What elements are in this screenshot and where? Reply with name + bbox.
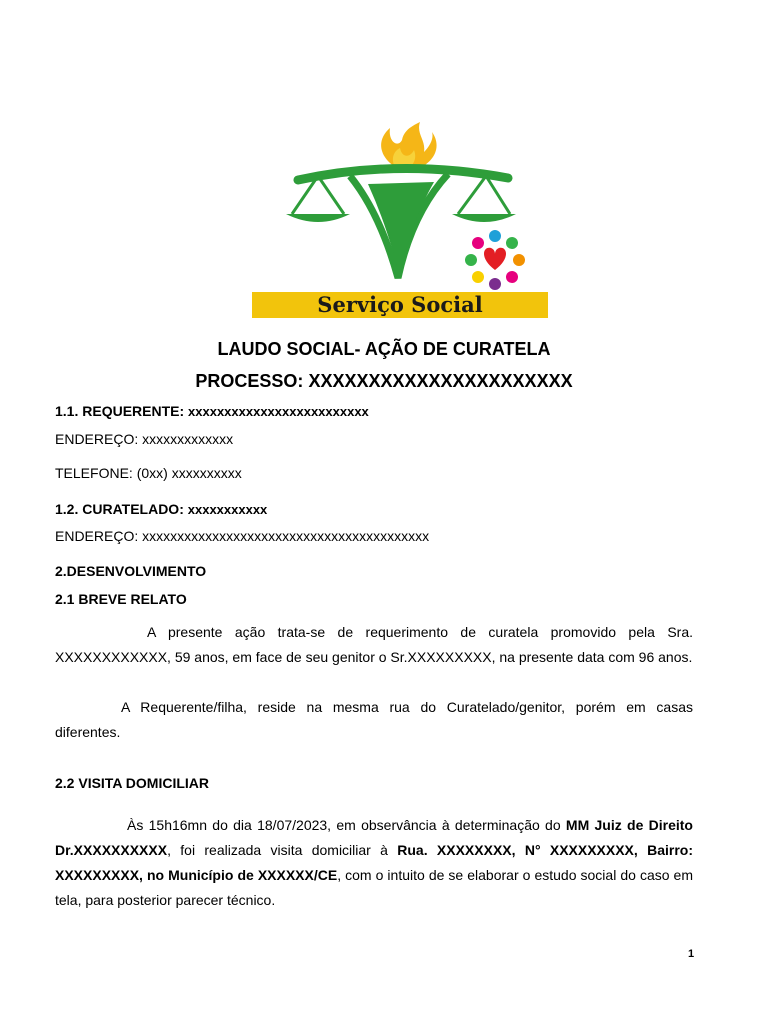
section-visita-domiciliar: 2.2 VISITA DOMICILIAR	[55, 775, 210, 791]
paragraph-text: A Requerente/filha, reside na mesma rua do Curatelado/genitor, porém em casas diferentes.	[55, 699, 693, 740]
telefone-label: TELEFONE:	[55, 465, 133, 481]
endereco-label: ENDEREÇO:	[55, 528, 139, 544]
curatelado-endereco	[55, 528, 429, 544]
requerente-endereco	[55, 431, 233, 447]
section-desenvolvimento: 2.DESENVOLVIMENTO	[55, 563, 207, 579]
document-title: LAUDO SOCIAL- AÇÃO DE CURATELA	[217, 339, 551, 359]
paragraph-text: , com o intuito de se elaborar o estudo social do caso em tela, para posterior parecer técnico.	[55, 867, 694, 908]
endereco-label: ENDEREÇO:	[55, 431, 139, 447]
paragraph-text: , foi realizada visita domiciliar à	[167, 842, 398, 858]
people-heart-icon	[465, 230, 525, 290]
requerente-label: 1.1. REQUERENTE:	[55, 403, 185, 419]
requerente-telefone	[55, 465, 242, 481]
requerente-value: xxxxxxxxxxxxxxxxxxxxxxxxx	[188, 404, 369, 419]
section-curatelado	[55, 501, 267, 517]
processo-value: XXXXXXXXXXXXXXXXXXXXXX	[308, 371, 573, 391]
paragraph-text: Às 15h16mn do dia 18/07/2023, em observância à determinação do	[127, 817, 566, 833]
address-text: Rua. XXXXXXXX, N° XXXXXXXXX, Bairro: XXXXXXXXX, no Município de XXXXXX/CE	[55, 842, 693, 883]
curatelado-value: xxxxxxxxxxx	[187, 502, 268, 517]
endereco-value: xxxxxxxxxxxxx	[142, 431, 234, 447]
paragraph-relato-1	[55, 620, 693, 670]
paragraph-text: A presente ação trata-se de requerimento de curatela promovido pela Sra. XXXXXXXXXXXX, 59 anos, em face de seu genitor o Sr.XXXXXXXXX, na presente data com 96 anos.	[55, 624, 693, 665]
processo-line	[0, 371, 768, 392]
juiz-text: MM Juiz de Direito Dr.XXXXXXXXXX	[55, 817, 693, 858]
curatelado-label: 1.2. CURATELADO:	[55, 501, 184, 517]
telefone-value: (0xx) xxxxxxxxxx	[136, 465, 242, 481]
section-breve-relato: 2.1 BREVE RELATO	[55, 591, 187, 607]
processo-label: PROCESSO:	[195, 371, 304, 391]
paragraph-relato-2	[55, 695, 693, 745]
section-requerente	[55, 403, 369, 419]
logo-text: Serviço Social	[317, 292, 483, 317]
paragraph-visita	[55, 813, 693, 913]
scales-icon	[286, 168, 516, 278]
endereco-value: xxxxxxxxxxxxxxxxxxxxxxxxxxxxxxxxxxxxxxxxx	[142, 528, 430, 544]
servico-social-logo	[250, 118, 552, 324]
page-number: 1	[688, 948, 695, 960]
